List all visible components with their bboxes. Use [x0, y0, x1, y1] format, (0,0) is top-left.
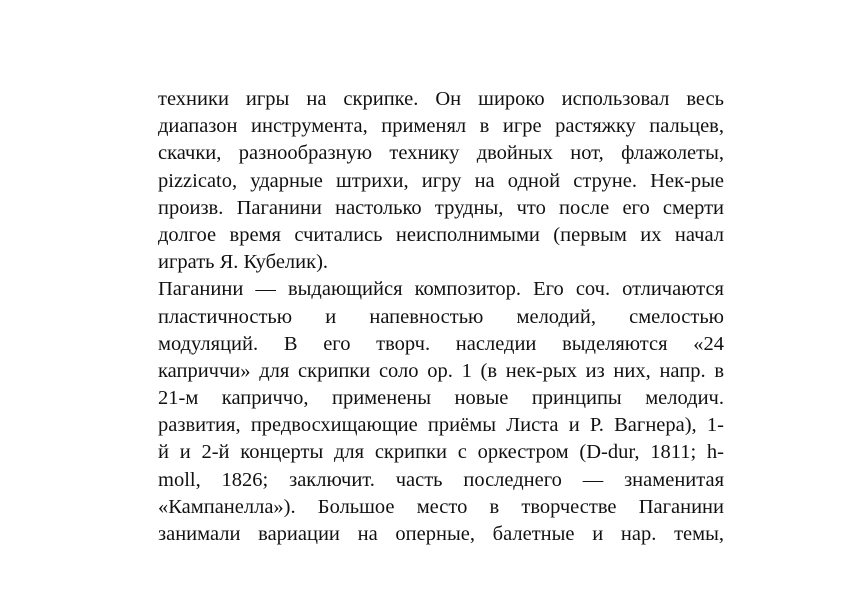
- text-line: й и 2-й концерты для скрипки с оркестром (D-dur, 1811; h-: [158, 441, 724, 464]
- text-line: модуляций. В его творч. наследии выделяются «24: [158, 332, 724, 355]
- text-line: Паганини — выдающийся композитор. Его соч. отличаются: [158, 278, 724, 301]
- text-line: скачки, разнообразную технику двойных нот, флажолеты,: [158, 142, 724, 165]
- text-line: занимали вариации на оперные, балетные и нар. темы,: [158, 523, 724, 545]
- text-line: pizzicato, ударные штрихи, игру на одной струне. Нек-рые: [158, 169, 724, 192]
- text-line: диапазон инструмента, применял в игре растяжку пальцев,: [158, 115, 724, 138]
- text-line: играть Я. Кубелик).: [158, 251, 329, 274]
- text-line: каприччи» для скрипки соло ор. 1 (в нек-рых из них, напр. в: [158, 359, 724, 382]
- text-line: «Кампанелла»). Большое место в творчестве Паганини: [158, 495, 724, 518]
- text-line: развития, предвосхищающие приёмы Листа и Р. Вагнера), 1-: [158, 414, 724, 437]
- text-line: произв. Паганини настолько трудны, что после его смерти: [158, 196, 724, 219]
- text-line: moll, 1826; заключит. часть последнего — знаменитая: [158, 468, 724, 491]
- text-line: 21-м каприччо, применены новые принципы мелодич.: [158, 387, 724, 410]
- text-line: долгое время считались неисполнимыми (первым их начал: [158, 223, 724, 246]
- text-line: пластичностью и напевностью мелодий, смелостью: [158, 305, 724, 328]
- body-text: [158, 86, 724, 548]
- text-line: техники игры на скрипке. Он широко использовал весь: [158, 88, 724, 110]
